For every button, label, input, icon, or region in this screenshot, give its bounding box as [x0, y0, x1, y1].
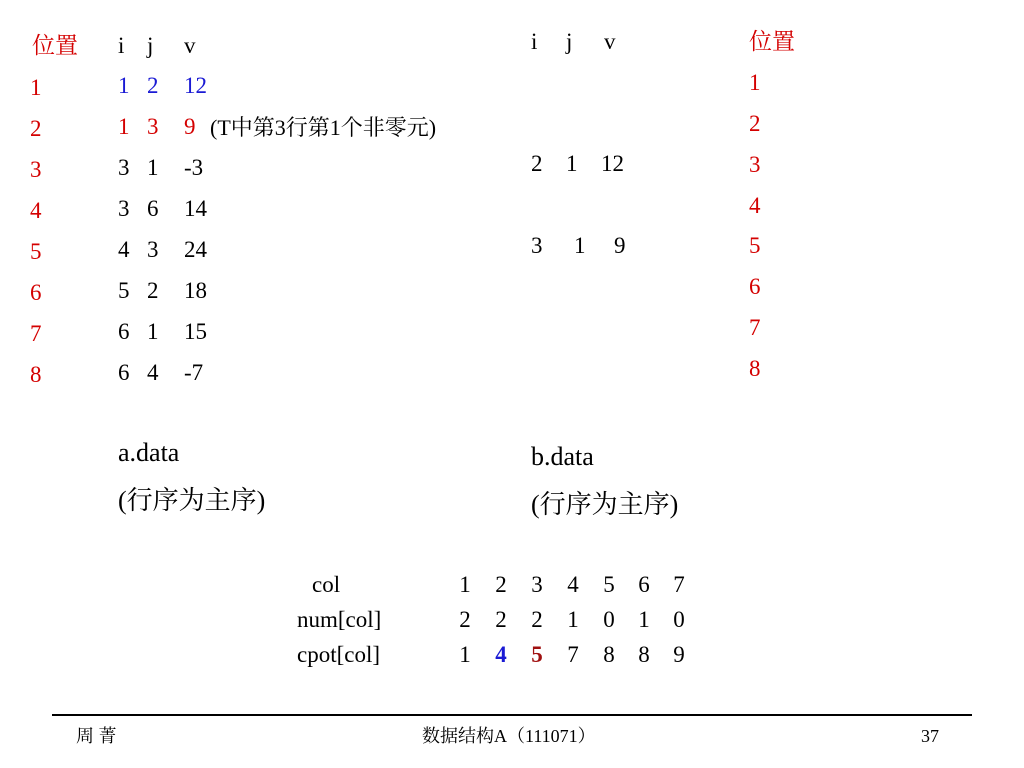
left-row-v: 14: [184, 196, 207, 221]
cpot-value: 7: [567, 642, 579, 667]
num-value: 2: [459, 607, 471, 632]
left-row-j: 2: [147, 278, 159, 303]
left-row-position: 6: [30, 280, 42, 305]
left-row-position: 8: [30, 362, 42, 387]
left-row-v: 24: [184, 237, 207, 262]
left-row-i: 4: [118, 237, 130, 262]
footer-page-number: 37: [921, 726, 939, 746]
footer-divider: [52, 714, 972, 716]
right-position: 3: [749, 152, 761, 177]
left-row-i: 3: [118, 155, 130, 180]
right-position: 4: [749, 193, 761, 218]
right-position: 5: [749, 233, 761, 258]
right-entry-j: 1: [574, 233, 586, 258]
right-entry-j: 1: [566, 151, 578, 176]
col-value: 4: [567, 572, 579, 597]
left-row-v: -7: [184, 360, 204, 385]
col-value: 3: [531, 572, 543, 597]
num-value: 2: [531, 607, 543, 632]
left-header-v: v: [184, 33, 196, 58]
num-value: 0: [673, 607, 685, 632]
footer-course: 数据结构A（111071）: [422, 726, 596, 746]
left-row-j: 1: [147, 319, 159, 344]
right-position: 1: [749, 70, 761, 95]
right-entry-v: 9: [614, 233, 626, 258]
col-value: 6: [638, 572, 650, 597]
left-row-j: 1: [147, 155, 159, 180]
right-subcaption: (行序为主序): [531, 490, 679, 519]
left-row-position: 5: [30, 239, 42, 264]
left-row-position: 2: [30, 116, 42, 141]
left-row-j: 2: [147, 73, 159, 98]
row-label-cpot: cpot[col]: [297, 642, 381, 667]
left-row-position: 3: [30, 157, 42, 182]
right-header-position: 位置: [749, 29, 795, 54]
left-row-position: 4: [30, 198, 42, 223]
cpot-value: 8: [603, 642, 615, 667]
left-row-note: (T中第3行第1个非零元): [210, 115, 437, 140]
right-entry-i: 2: [531, 151, 543, 176]
left-row-position: 7: [30, 321, 42, 346]
right-entry-i: 3: [531, 233, 543, 258]
cpot-value-highlight-blue: 4: [495, 642, 507, 667]
left-row-v: -3: [184, 155, 204, 180]
left-row-i: 1: [118, 73, 130, 98]
left-row-j: 3: [147, 237, 159, 262]
left-header-i: i: [118, 33, 125, 58]
footer-author: 周 菁: [76, 726, 117, 746]
left-row-j: 4: [147, 360, 159, 385]
right-caption: b.data: [531, 442, 594, 471]
left-row-j: 3: [147, 114, 159, 139]
cpot-value: 8: [638, 642, 650, 667]
left-subcaption: (行序为主序): [118, 486, 266, 515]
right-position: 7: [749, 315, 761, 340]
col-value: 2: [495, 572, 507, 597]
num-value: 1: [638, 607, 650, 632]
num-value: 2: [495, 607, 507, 632]
right-position: 8: [749, 356, 761, 381]
left-row-v: 12: [184, 73, 207, 98]
col-value: 7: [673, 572, 685, 597]
right-position: 6: [749, 274, 761, 299]
col-value: 5: [603, 572, 615, 597]
left-row-v: 9: [184, 114, 196, 139]
row-label-num: num[col]: [297, 607, 382, 632]
left-header-position: 位置: [32, 33, 78, 58]
left-row-v: 15: [184, 319, 207, 344]
cpot-value: 1: [459, 642, 471, 667]
left-row-i: 6: [118, 360, 130, 385]
right-header-v: v: [604, 29, 616, 54]
left-row-position: 1: [30, 75, 42, 100]
left-header-j: j: [147, 33, 154, 58]
left-caption: a.data: [118, 438, 180, 467]
left-row-i: 5: [118, 278, 130, 303]
left-row-i: 3: [118, 196, 130, 221]
cpot-value: 9: [673, 642, 685, 667]
right-header-i: i: [531, 29, 538, 54]
left-row-j: 6: [147, 196, 159, 221]
left-row-i: 1: [118, 114, 130, 139]
num-value: 1: [567, 607, 579, 632]
left-row-i: 6: [118, 319, 130, 344]
row-label-col: col: [312, 572, 341, 597]
cpot-value-highlight-red: 5: [531, 642, 543, 667]
right-position: 2: [749, 111, 761, 136]
num-value: 0: [603, 607, 615, 632]
right-header-j: j: [566, 29, 573, 54]
right-entry-v: 12: [601, 151, 624, 176]
left-row-v: 18: [184, 278, 207, 303]
col-value: 1: [459, 572, 471, 597]
